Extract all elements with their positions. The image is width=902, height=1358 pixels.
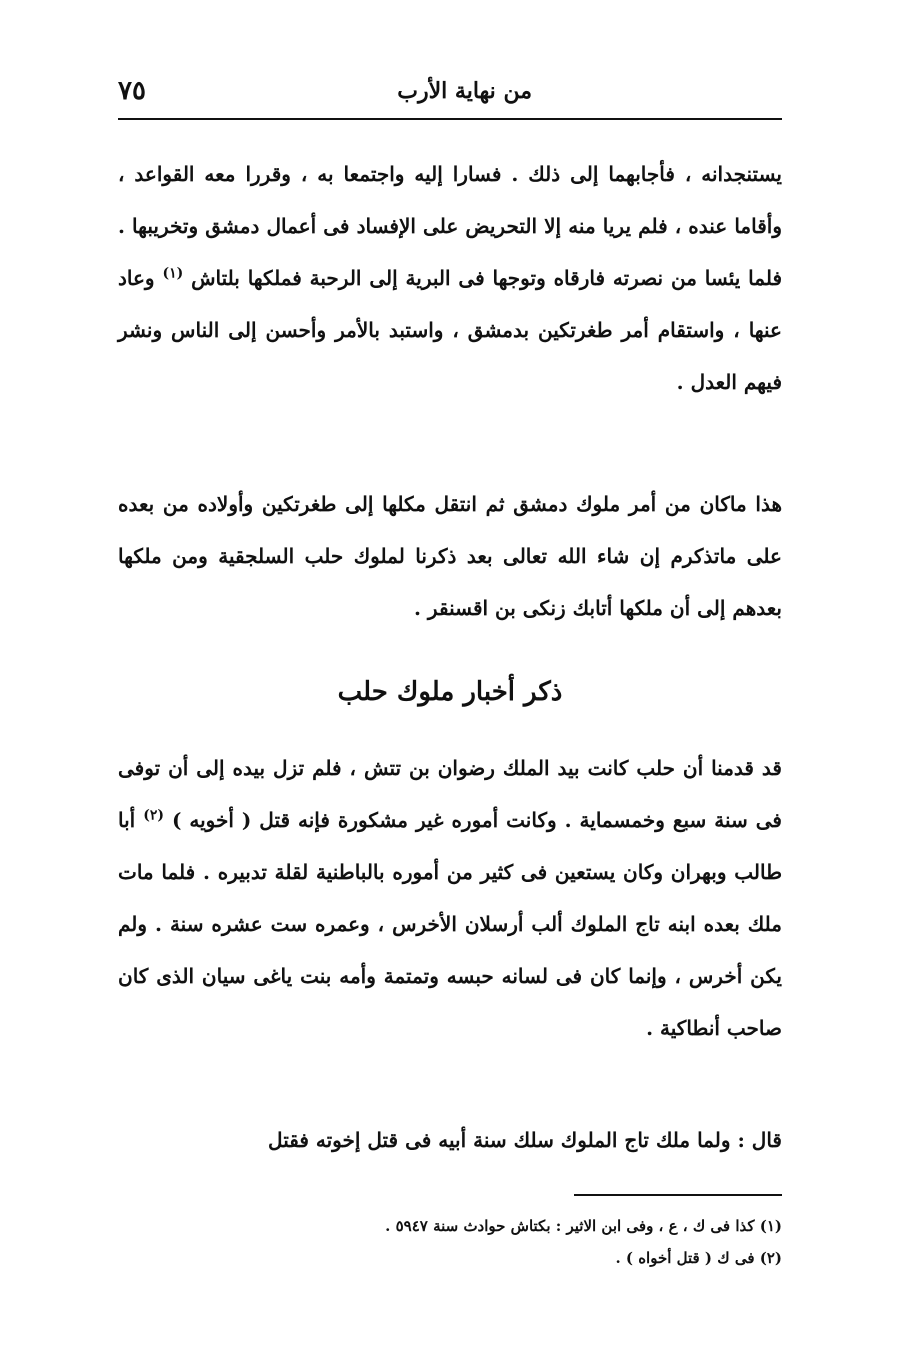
footnote-reference: (١): [162, 265, 184, 282]
running-header: [118, 70, 782, 116]
book-page: [118, 70, 782, 1300]
header-rule: [118, 118, 782, 120]
page-number: ٧٥: [118, 76, 146, 106]
paragraph: هذا ماكان من أمر ملوك دمشق ثم انتقل مكلها إلى طغرتكين وأولاده من بعده على ماتذكرم إن شاء الله تعالى بعد ذكرنا لملوك حلب السلجقية ومن ملكها بعدهم إلى أن ملكها أتابك زنكى بن اقسنقر .: [118, 492, 782, 620]
paragraph-text: أبا طالب وبهران وكان يستعين فى كثير من أموره بالباطنية لقلة تدبيره . فلما مات ملك بعده ابنه تاج الملوك ألب أرسلان الأخرس ، وعمره ست عشره سنة . ولم يكن أخرس ، وإنما كان فى لسانه حبسه وتمتمة وأمه بنت ياغى سيان الذى كان صاحب أنطاكية .: [118, 808, 782, 1040]
section-heading: ذكر أخبار ملوك حلب: [337, 677, 563, 707]
paragraph-text: وعاد عنها ، واستقام أمر طغرتكين بدمشق ، واستبد بالأمر وأحسن إلى الناس ونشر فيهم العدل .: [118, 266, 782, 394]
paragraph-text: قد قدمنا أن حلب كانت بيد الملك رضوان بن تتش ، فلم تزل بيده إلى أن توفى فى سنة سبع وخمسماية . وكانت أموره غير مشكورة فإنه قتل ( أخويه ): [118, 756, 782, 832]
footnote-reference: (٢): [143, 807, 164, 824]
footnote-rule: [574, 1194, 782, 1196]
footnotes: [118, 1210, 782, 1274]
footnote: (٢) فى ك ( قتل أخواه ) .: [615, 1249, 782, 1267]
paragraph: قال : ولما ملك تاج الملوك سلك سنة أبيه فى قتل إخوته فقتل: [268, 1128, 782, 1152]
body-text: [118, 148, 782, 1166]
paragraph: [118, 148, 782, 470]
running-title: من نهاية الأرب: [397, 78, 532, 104]
paragraph: [118, 742, 782, 1114]
paragraph-text: يستنجدانه ، فأجابهما إلى ذلك . فسارا إليه واجتمعا به ، وقررا معه القواعد ، وأقاما عنده ، فلم يريا منه إلا التحريض على الإفساد فى أعمال دمشق وتخريبها . فلما يئسا من نصرته فارقاه وتوجها فى البرية إلى الرحبة فملكها بلتاش: [118, 162, 783, 290]
footnote: (١) كذا فى ك ، ع ، وفى ابن الاثير : بكتاش حوادث سنة ٥٩٤٧ .: [385, 1217, 782, 1235]
